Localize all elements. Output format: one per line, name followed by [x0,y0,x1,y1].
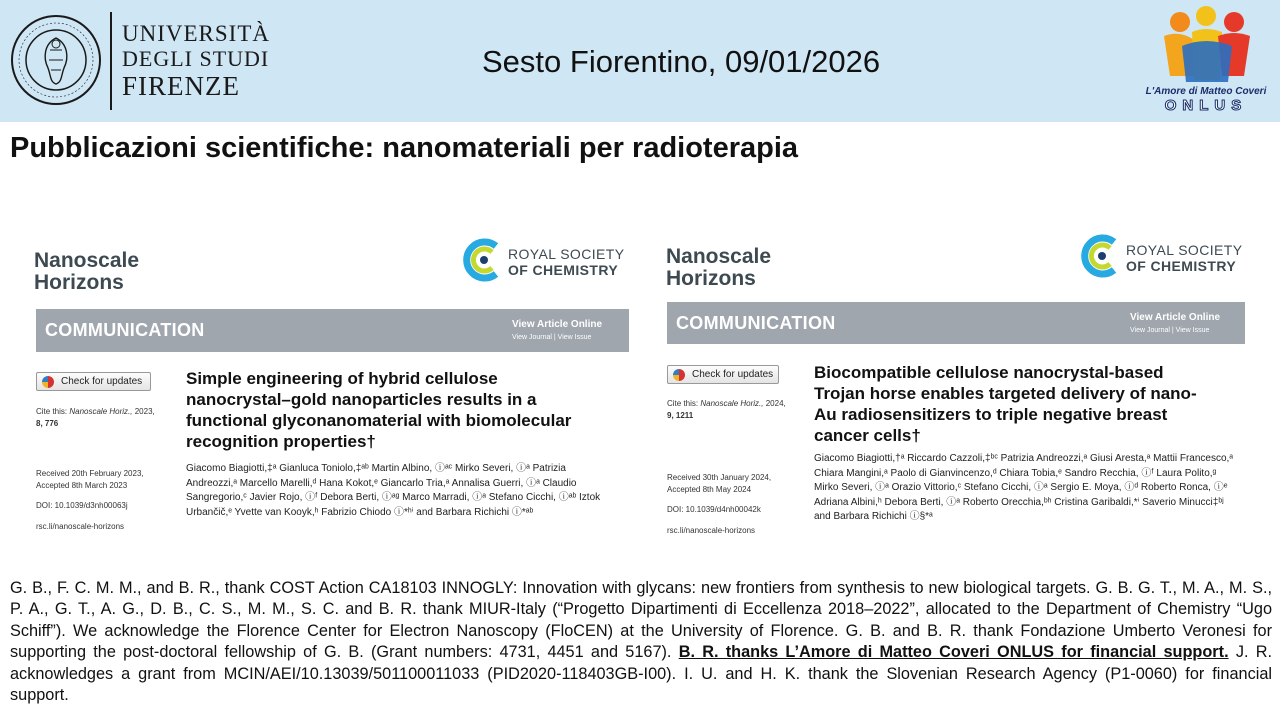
view-article-online-link[interactable]: View Article Online [512,319,603,330]
florence-university-seal-icon [10,10,102,110]
received-date: Received 20th February 2023, [36,469,144,478]
cite-label: Cite this: [667,399,699,408]
accepted-date: Accepted 8th May 2024 [667,484,752,494]
author-list: Giacomo Biagiotti,‡ᵃ Gianluca Toniolo,‡ᵃᵇ Martin Albino, ⓘᵃᶜ Mirko Severi, ⓘᵃ Patrizia Andreozzi,ᵃ Marcello Marelli,ᵈ Hana Kokot,ᵉ Giancarlo Tria,ᵃ Annalisa Guerri, ⓘᵃ Claudio Sangregorio,ᶜ Javier Rojo, ⓘᶠ Debora Berti, ⓘᵃᵍ Marco Marradi, ⓘᵃ Stefano Cicchi, ⓘᵃᵇ Iztok Urbančič,ᵉ Yvette van Kooyk,ʰ Fabrizio Chiodo ⓘ*ʰⁱ and Barbara Richichi ⓘ*ᵃᵇ [186,463,601,518]
doi[interactable]: DOI: 10.1039/d4nh00042k [667,505,761,515]
rsc-logo-icon [462,238,506,282]
cite-journal: Nanoscale Horiz., [69,407,133,416]
paper-title: Simple engineering of hybrid cellulose nanocrystal–gold nanoparticles results in a functional glyconanomaterial with biomolecular recognition properties† [186,369,572,452]
ack-highlight: B. R. thanks L’Amore di Matteo Coveri ONLUS for financial support. [678,643,1229,662]
slide-title: Pubblicazioni scientifiche: nanomateriali per radioterapia [10,132,799,164]
check-for-updates-button[interactable] [667,365,779,384]
university-line-1: UNIVERSITÀ [122,21,270,46]
doi[interactable]: DOI: 10.1039/d3nh00063j [36,501,128,511]
received-date: Received 30th January 2024, [667,473,772,482]
cite-year: 2023, [134,407,155,416]
journal-site-link[interactable]: rsc.li/nanoscale-horizons [667,525,756,535]
communication-band [667,302,1245,344]
communication-band [36,309,629,352]
onlus-word: ONLUS [1164,97,1248,114]
journal-line-2: Horizons [34,271,124,295]
journal-line-2: Horizons [666,267,756,291]
journal-line-1: Nanoscale [666,245,772,268]
paper-card-2 [662,226,1262,542]
citation-info [36,406,166,429]
journal-line-1: Nanoscale [34,249,140,272]
publisher-line-1: ROYAL SOCIETY [1126,242,1243,258]
header-title: Sesto Fiorentino, 09/01/2026 [482,44,881,79]
publisher-line-2: OF CHEMISTRY [508,262,619,278]
publication-dates [36,468,176,532]
rsc-logo-icon [1080,234,1124,278]
update-badge-icon [42,376,54,388]
university-line-2: DEGLI STUDI [122,46,270,71]
update-badge-icon [673,369,685,381]
view-journal-issue-links[interactable]: View Journal | View Issue [512,334,592,341]
view-article-online-link[interactable]: View Article Online [1130,312,1221,323]
journal-site-link[interactable]: rsc.li/nanoscale-horizons [36,521,125,531]
accepted-date: Accepted 8th March 2023 [36,480,128,490]
university-line-3: FIRENZE [122,71,240,101]
citation-info [667,398,802,421]
cite-volume: 8, 776 [36,418,59,428]
view-journal-issue-links[interactable]: View Journal | View Issue [1130,327,1210,334]
article-type-label: COMMUNICATION [45,320,205,340]
check-for-updates-button[interactable] [36,372,151,391]
logo-divider [110,12,112,110]
journal-name [34,250,139,294]
ack-text-before: G. B., F. C. M. M., and B. R., thank COST Action CA18103 INNOGLY: Innovation with glycans: new frontiers from synthesis to new biological targets. G. B. G. T., M. A., M. S., P. A., G. T., A. G., D. B., C. S., M. M., S. C. and B. R. thank MIUR-Italy (“Progetto Dipartimenti di Eccellenza 2018–2022”, allocated to the Department of Chemistry “Ugo Schiff”). We acknowledge the Florence Center for Electron Nanoscopy (FloCEN) at the University of Florence. G. B. and B. R. thank Fondazione Umberto Veronesi for supporting the post-doctoral fellowship of G. B. (Grant numbers: 4731, 4451 and 5167). [10,579,1272,662]
header-band [0,0,1280,122]
cite-label: Cite this: [36,407,68,416]
publisher-line-1: ROYAL SOCIETY [508,246,625,262]
ack-text-after: J. R. acknowledges a grant from MCIN/AEI/10.13039/501100011033 (PID2020-118403GB-I00). I. U. and H. K. thank the Slovenian Research Agency (P1-0060) for financial support. [10,643,1272,705]
article-type-label: COMMUNICATION [676,313,836,333]
cite-journal: Nanoscale Horiz., [700,399,764,408]
check-updates-label: Check for updates [692,369,774,380]
cite-year: 2024, [765,399,786,408]
publisher-line-2: OF CHEMISTRY [1126,258,1237,274]
publication-dates [667,472,807,536]
paper-card-1 [30,232,635,540]
paper-title: Biocompatible cellulose nanocrystal-based Trojan horse enables targeted delivery of nano-Au radiosensitizers to triple negative breast cancer cells† [814,363,1197,446]
university-wordmark [122,22,270,100]
check-updates-label: Check for updates [61,376,143,387]
author-list: Giacomo Biagiotti,†ᵃ Riccardo Cazzoli,‡ᵇᶜ Patrizia Andreozzi,ᵃ Giusi Aresta,ᵃ Mattii Francesco,ᵃ Chiara Mangini,ᵃ Paolo di Gianvincenzo,ᵈ Chiara Tobia,ᵉ Sandro Recchia, ⓘᶠ Laura Polito,ᵍ Mirko Severi, ⓘᵃ Orazio Vittorio,ᶜ Stefano Cicchi, ⓘᵃ Sergio E. Moya, ⓘᵈ Roberto Ronca, ⓘᵉ Adriana Albini,ʰ Debora Berti, ⓘᵃ Roberto Orecchia,ᵇʰ Cristina Garibaldi,*ⁱ Saverio Minucci‡ᵇʲ and Barbara Richichi ⓘ§*ᵃ [814,453,1234,522]
acknowledgement-paragraph [10,578,1272,706]
onlus-name: L'Amore di Matteo Coveri [1145,86,1267,97]
journal-name [666,246,771,290]
cite-volume: 9, 1211 [667,410,694,420]
